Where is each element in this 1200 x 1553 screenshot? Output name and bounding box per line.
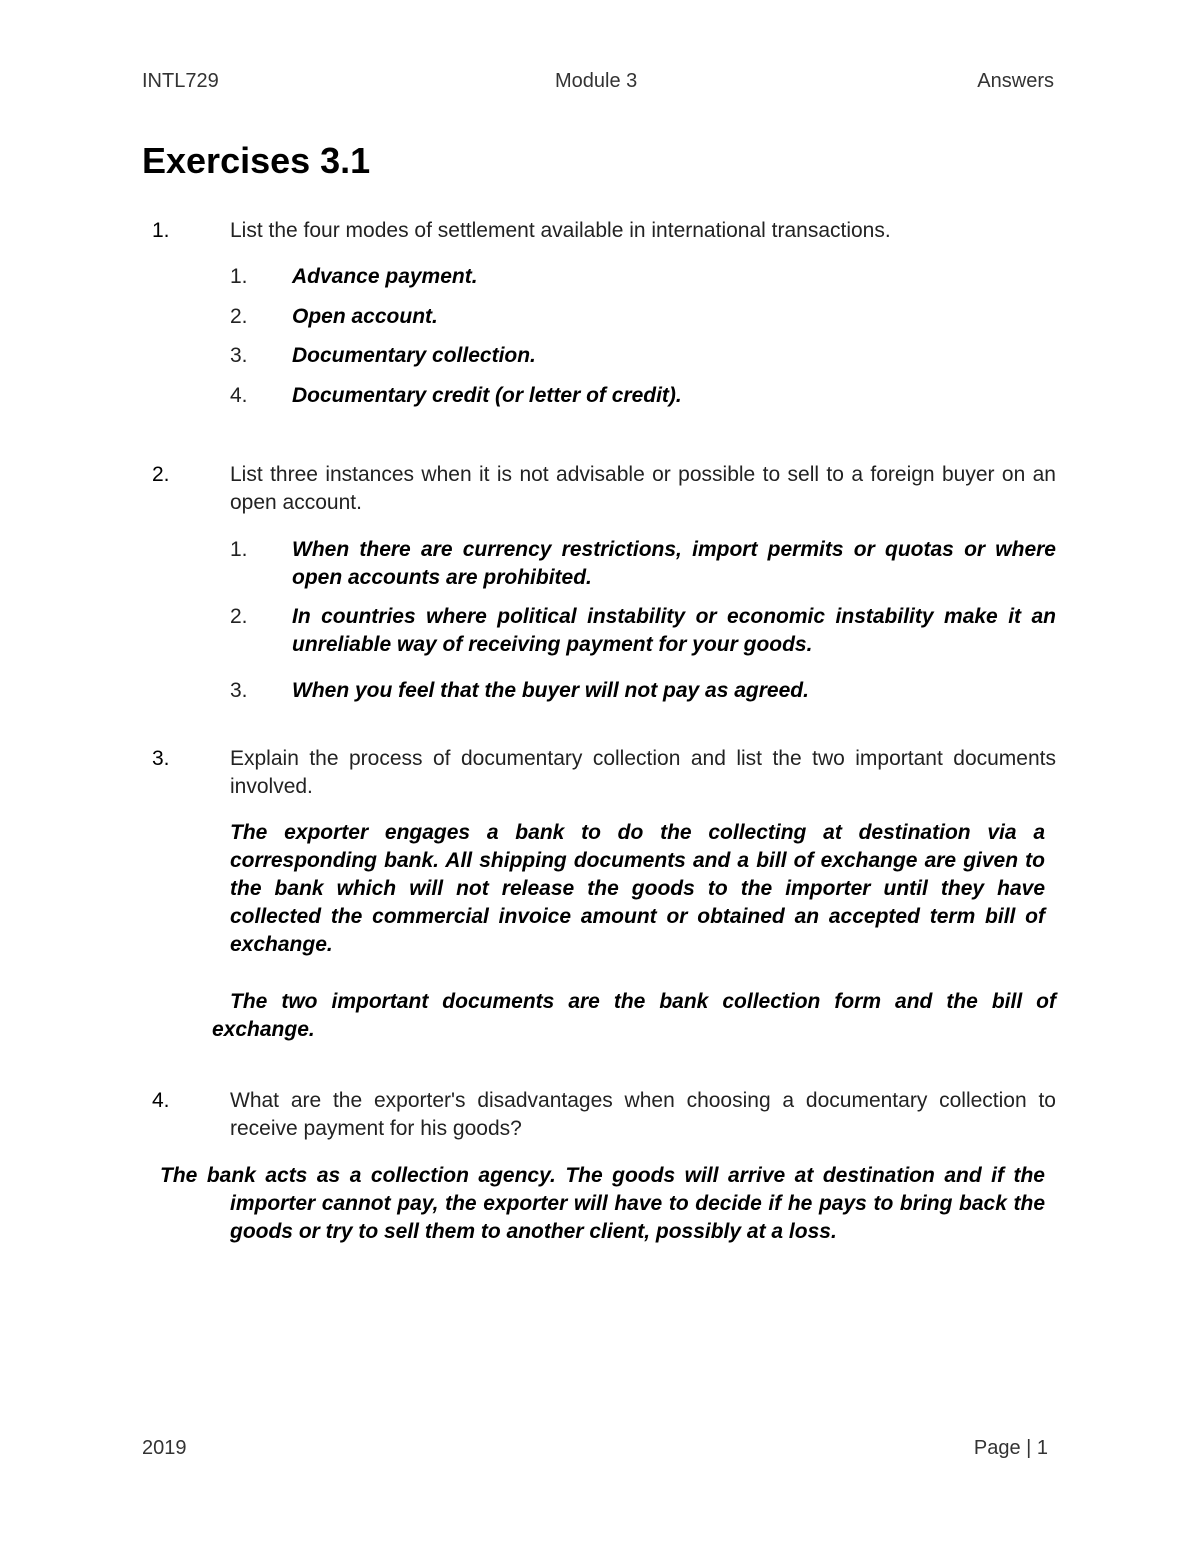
answer-number: 4. [230,384,248,407]
answer-number: 3. [230,679,248,702]
answer-number: 3. [230,344,248,367]
header-course: INTL729 [142,70,219,92]
answer-text: When there are currency restrictions, import permits or quotas or where open accounts are prohibited. [292,538,1056,589]
question-number: 4. [152,1089,170,1112]
answer-text: When you feel that the buyer will not pay as agreed. [292,679,809,702]
answer-text: Documentary collection. [292,344,536,367]
header-section: Answers [977,70,1054,92]
question-text: List three instances when it is not advisable or possible to sell to a foreign buyer on an open account. [230,463,1056,514]
question-3 [142,745,1056,801]
answer-item [230,382,1056,410]
footer-year: 2019 [142,1437,187,1459]
answer-item [230,303,1056,331]
question-number: 2. [152,463,170,486]
question-text: What are the exporter's disadvantages when choosing a documentary collection to receive payment for his goods? [230,1089,1056,1140]
answer-item [230,603,1056,659]
question-2 [142,461,1056,517]
answer-text: Documentary credit (or letter of credit). [292,384,682,407]
answer-text: In countries where political instability or economic instability make it an unreliable way of receiving payment for your goods. [292,605,1056,656]
answer-number: 2. [230,305,248,328]
answer-number: 1. [230,265,248,288]
answer-text: Open account. [292,305,438,328]
answer-paragraph: The bank acts as a collection agency. The goods will arrive at destination and if the importer cannot pay, the exporter will have to decide if he pays to bring back the goods or try to sell them to another client, possibly at a loss. [160,1164,1045,1243]
question-number: 1. [152,219,170,242]
question-number: 3. [152,747,170,770]
answer-item [230,677,1056,705]
question-4 [142,1087,1056,1143]
answer-number: 2. [230,605,248,628]
answer-paragraph: The two important documents are the bank collection form and the bill of exchange. [212,990,1056,1041]
answer-text: Advance payment. [292,265,478,288]
header-module: Module 3 [555,70,638,92]
answer-number: 1. [230,538,248,561]
answer-item [230,536,1056,592]
footer-page-number: Page | 1 [973,1437,1048,1459]
answer-item [230,342,1056,370]
question-text: List the four modes of settlement available in international transactions. [230,219,891,242]
page-footer [142,1437,1048,1465]
answer-paragraph: The exporter engages a bank to do the collecting at destination via a corresponding bank. All shipping documents and a bill of exchange are given to the bank which will not release the goods to the importer until they have collected the commercial invoice amount or obtained an accepted term bill of exchange. [230,821,1045,956]
question-1 [142,217,1056,245]
page-header [142,70,1054,98]
page-title: Exercises 3.1 [142,140,371,181]
answer-item [230,263,1056,291]
question-text: Explain the process of documentary collection and list the two important documents involved. [230,747,1056,798]
